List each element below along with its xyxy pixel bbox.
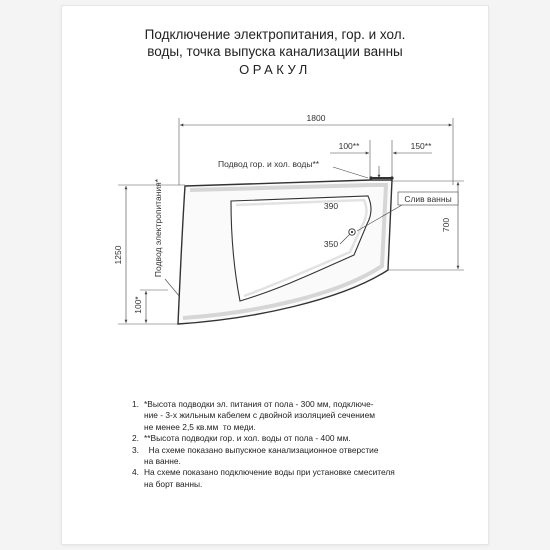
dim-total-height-label: 1250 <box>113 245 123 265</box>
note-number: 3. <box>132 444 139 455</box>
note-number: 4. <box>132 467 139 478</box>
note-text: **Высота подводки гор. и хол. воды от пола - 400 мм. <box>144 433 351 444</box>
model-name: ОРАКУЛ <box>239 62 311 77</box>
dim-inner-top-label: 390 <box>323 201 339 211</box>
note-number: 2. <box>132 433 139 444</box>
note-number: 1. <box>132 399 139 409</box>
title-line-1: Подключение электропитания, гор. и хол. <box>144 27 406 42</box>
dim-width-label: 1800 <box>306 113 326 123</box>
notes-list <box>132 399 432 490</box>
dim-inner-bottom-label: 350 <box>323 239 339 249</box>
power-supply-label: Подвод электропитания* <box>153 178 163 278</box>
dim-drain-height-label: 700 <box>441 217 451 233</box>
title-line-2: воды, точка выпуска канализации ванны <box>147 44 403 59</box>
dim-right-offset-label: 150** <box>410 141 432 151</box>
note-item <box>132 467 432 490</box>
note-text: На схеме показано выпускное канализационное отверстие на ванне. <box>144 444 379 467</box>
note-item <box>132 433 432 444</box>
water-supply-icon <box>369 176 393 179</box>
water-supply-label: Подвод гор. и хол. воды** <box>218 159 320 169</box>
note-item <box>132 399 432 433</box>
drain-label: Слив ванны <box>404 194 452 204</box>
note-item <box>132 445 432 468</box>
note-text: *Высота подводки эл. питания от пола - 300 мм, подключе- ние - 3-х жильным кабелем с двойной изоляцией сечением не менее 2,5 кв.мм то меди. <box>144 399 375 432</box>
dim-water-offset-label: 100** <box>338 141 360 151</box>
note-text: На схеме показано подключение воды при установке смесителя на борт ванны. <box>144 467 395 489</box>
dim-power-height-label: 100* <box>133 296 143 314</box>
